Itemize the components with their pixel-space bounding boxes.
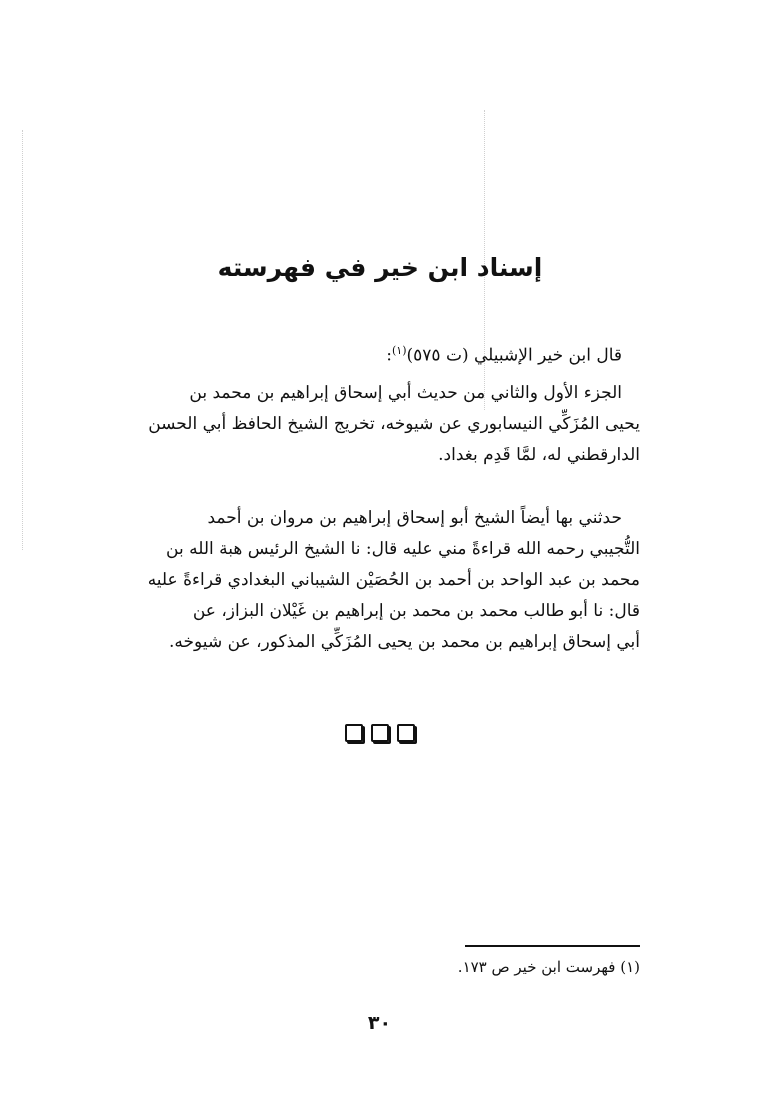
paragraph-2-line: محمد بن عبد الواحد بن أحمد بن الحُصَيْن الشيباني البغدادي قراءةً عليه — [147, 570, 640, 590]
page-number: ٣٠ — [367, 1012, 392, 1034]
square-icon — [397, 724, 415, 742]
footnote-text: فهرست ابن خير ص ١٧٣. — [457, 958, 616, 976]
square-icon — [345, 724, 363, 742]
footnote — [300, 958, 640, 976]
scan-guide-left — [22, 130, 23, 550]
paragraph-2-line: أبي إسحاق إبراهيم بن محمد بن يحيى المُزَكِّي المذكور، عن شيوخه. — [169, 632, 640, 652]
footnote-divider — [465, 945, 640, 947]
paragraph-2-line: قال: نا أبو طالب محمد بن محمد بن إبراهيم بن غَيْلان البزاز، عن — [192, 601, 640, 621]
square-icon — [371, 724, 389, 742]
three-squares-ornament-icon — [0, 722, 759, 742]
page-title: إسناد ابن خير في فهرسته — [217, 252, 543, 282]
paragraph-2 — [110, 503, 640, 658]
paragraph-1-line: يحيى المُزَكِّي النيسابوري عن شيوخه، تخريج الشيخ الحافظ أبي الحسن — [148, 414, 640, 434]
footnote-reference[interactable]: (١) — [391, 344, 407, 357]
intro-text: قال ابن خير الإشبيلي (ت ٥٧٥) — [406, 345, 622, 366]
footnote-marker: (١) — [620, 958, 640, 976]
paragraph-2-line: حدثني بها أيضاً الشيخ أبو إسحاق إبراهيم بن مروان بن أحمد — [207, 508, 622, 528]
paragraph-1-line: الجزء الأول والثاني من حديث أبي إسحاق إبراهيم بن محمد بن — [189, 383, 622, 403]
intro-line — [110, 335, 640, 372]
paragraph-1-line: الدارقطني له، لمَّا قَدِم بغداد. — [438, 445, 640, 465]
intro-colon: : — [386, 345, 392, 366]
paragraph-1 — [110, 378, 640, 471]
paragraph-2-line: التُّجيبي رحمه الله قراءةً مني عليه قال: نا الشيخ الرئيس هبة الله بن — [166, 539, 640, 559]
